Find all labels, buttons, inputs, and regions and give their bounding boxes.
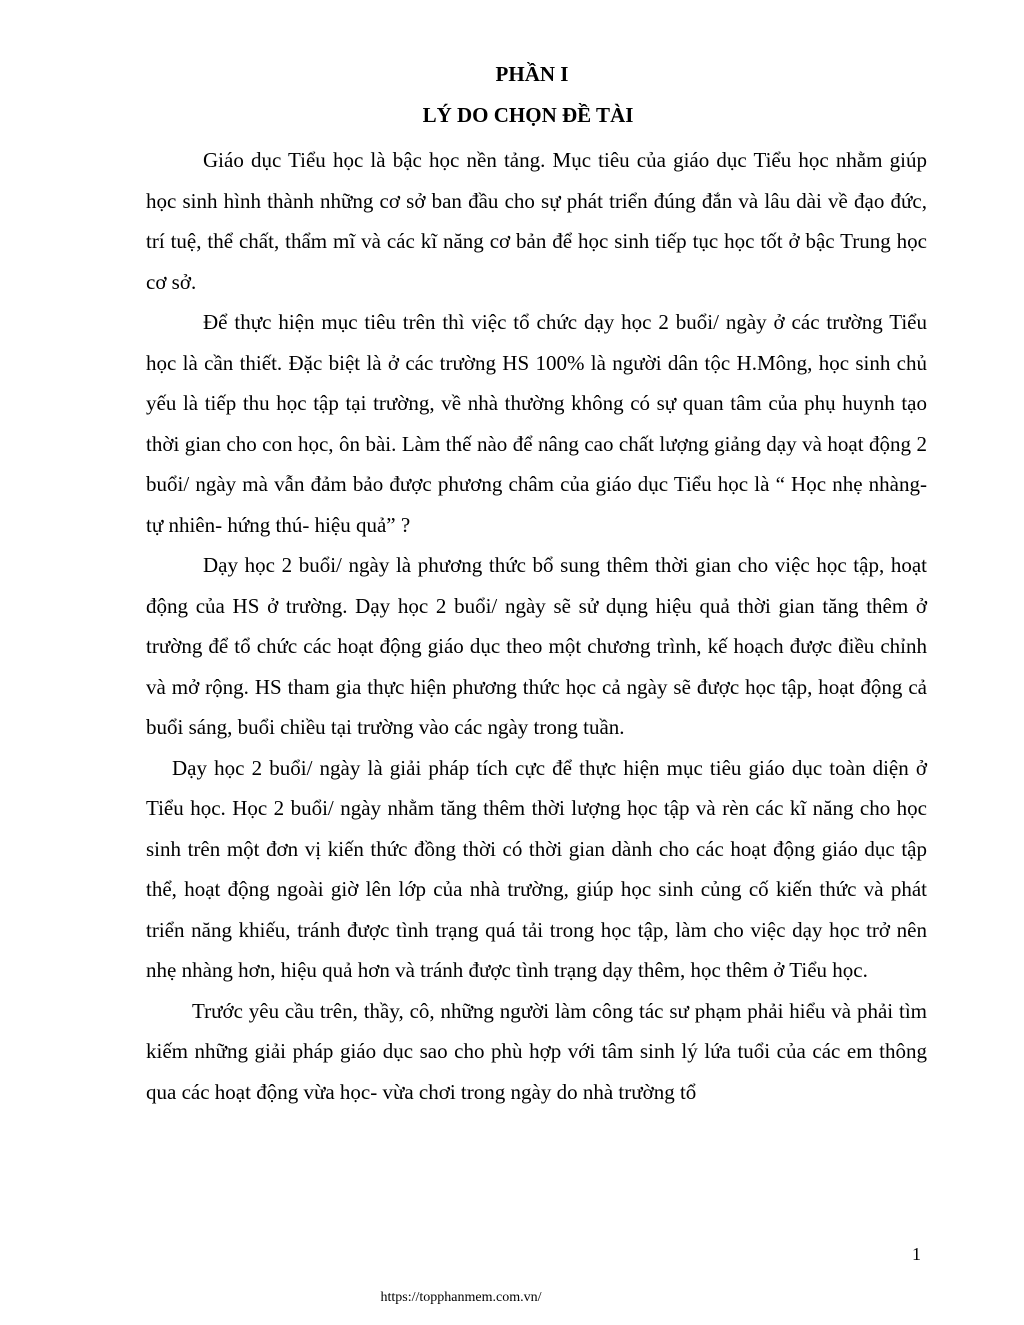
part-title: PHẦN I xyxy=(495,62,569,86)
paragraph-5: Trước yêu cầu trên, thầy, cô, những người làm công tác sư phạm phải hiểu và phải tìm kiếm những giải pháp giáo dục sao cho phù hợp với tâm sinh lý lứa tuổi của các em thông qua các hoạt động vừa học- vừa chơi trong ngày do nhà trường tổ xyxy=(146,998,927,1104)
footer-url[interactable]: https://topphanmem.com.vn/ xyxy=(380,1290,542,1305)
paragraph-3: Dạy học 2 buổi/ ngày là phương thức bổ sung thêm thời gian cho việc học tập, hoạt động của HS ở trường. Dạy học 2 buổi/ ngày sẽ sử dụng hiệu quả thời gian tăng thêm ở trường để tổ chức các hoạt động giáo dục theo một chương trình, kế hoạch được điều chỉnh và mở rộng. HS tham gia thực hiện phương thức học cả ngày sẽ được học tập, hoạt động cả buổi sáng, buổi chiều tại trường vào các ngày trong tuần. xyxy=(146,553,927,739)
page-number: 1 xyxy=(912,1244,921,1264)
body-text xyxy=(146,140,927,1112)
paragraph-2: Để thực hiện mục tiêu trên thì việc tổ chức dạy học 2 buổi/ ngày ở các trường Tiểu học là cần thiết. Đặc biệt là ở các trường HS 100% là người dân tộc H.Mông, học sinh chủ yếu là tiếp thu học tập tại trường, về nhà thường không có sự quan tâm của phụ huynh tạo thời gian cho con học, ôn bài. Làm thế nào để nâng cao chất lượng giảng dạy và hoạt động 2 buổi/ ngày mà vẫn đảm bảo được phương châm của giáo dục Tiểu học là “ Học nhẹ nhàng- tự nhiên- hứng thú- hiệu quả” ? xyxy=(146,310,927,537)
paragraph-4: Dạy học 2 buổi/ ngày là giải pháp tích cực để thực hiện mục tiêu giáo dục toàn diện ở Tiểu học. Học 2 buổi/ ngày nhằm tăng thêm thời lượng học tập và rèn các kĩ năng cho học sinh trên một đơn vị kiến thức đồng thời có thời gian dành cho các hoạt động giáo dục tập thể, hoạt động ngoài giờ lên lớp của nhà trường, giúp học sinh củng cố kiến thức và phát triển năng khiếu, tránh được tình trạng quá tải trong học tập, làm cho việc dạy học trở nên nhẹ nhàng hơn, hiệu quả hơn và tránh được tình trạng dạy thêm, học thêm ở Tiểu học. xyxy=(146,755,927,982)
footer-url-line xyxy=(0,1289,1024,1307)
paragraph-1: Giáo dục Tiểu học là bậc học nền tảng. Mục tiêu của giáo dục Tiểu học nhằm giúp học sinh hình thành những cơ sở ban đầu cho sự phát triển đúng đắn và lâu dài về đạo đức, trí tuệ, thể chất, thẩm mĩ và các kĩ năng cơ bản để học sinh tiếp tục học tốt ở bậc Trung học cơ sở. xyxy=(146,148,927,294)
section-title: LÝ DO CHỌN ĐỀ TÀI xyxy=(422,103,634,127)
